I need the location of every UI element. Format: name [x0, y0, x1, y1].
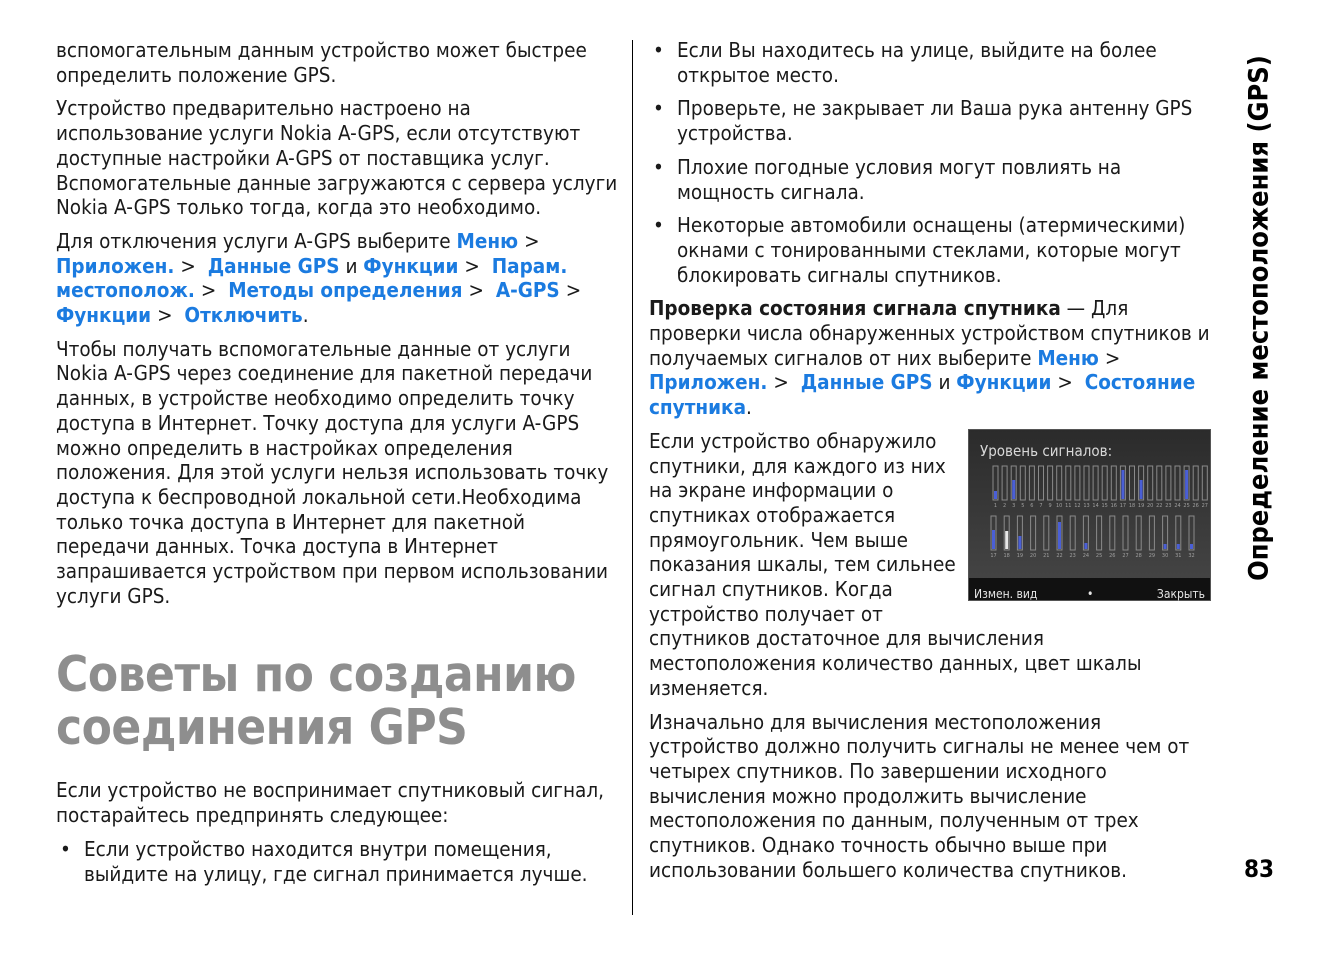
- path-separator: >: [773, 370, 789, 395]
- conjunction: и: [938, 370, 951, 395]
- satellite-id-label: 28: [1135, 552, 1142, 559]
- satellite-id-label: 25: [1183, 502, 1190, 509]
- satellite-id-label: 24: [1174, 502, 1181, 509]
- signal-bar-fill: [1190, 544, 1193, 549]
- right-column: [649, 38, 1211, 892]
- text: Для проверки числа обнаруженных устройством спутников и получаемых сигналов от них выберите: [649, 296, 1210, 370]
- signal-bars: [969, 430, 1210, 578]
- signal-bar-frame: [1123, 516, 1128, 550]
- signal-bar-frame: [1044, 516, 1049, 550]
- satellite-id-label: 16: [1110, 502, 1117, 509]
- signal-bar-frame: [1039, 466, 1044, 500]
- satellite-id-label: 20: [1147, 502, 1154, 509]
- softkey-dot: •: [1087, 586, 1094, 601]
- signal-bar-fill: [1140, 480, 1143, 499]
- list-item: • Если устройство находится внутри помещения, выйдите на улицу, где сигнал принимается лучше.: [56, 837, 618, 886]
- path-separator: >: [180, 253, 196, 278]
- signal-bar-frame: [1175, 466, 1180, 500]
- change-view-softkey[interactable]: Измен. вид: [974, 586, 1038, 601]
- satellite-id-label: 18: [1128, 502, 1136, 509]
- signal-bar-fill: [1018, 536, 1021, 549]
- paragraph: Чтобы получать вспомогательные данные от услуги Nokia A-GPS через соединение для пакетной передачи данных, в устройстве необходимо определить точку доступа в Интернет. Точку доступа для услуги A-GPS можно определить в настройках определения положения. Для этой услуги нельзя использовать точку доступа к беспроводной локальной сети.Необходима только точка доступа в Интернет для пакетной передачи данных. Точка доступа в Интернет запрашивается устройством при первом использовании услуги GPS.: [56, 336, 609, 608]
- satellite-id-label: 6: [1030, 502, 1034, 509]
- position-settings-link[interactable]: Парам. местополож.: [56, 253, 568, 303]
- column-divider: [632, 40, 633, 915]
- paragraph: Изначально для вычисления местоположения устройство должно получить сигналы не менее чем от четырех спутников. По завершении исходного вычисления можно продолжить вычисление местоположения по данным, полученным от трех спутников. Однако точность обычно выше при использовании большего количества спутников.: [649, 709, 1190, 882]
- satellite-id-label: 10: [1056, 502, 1063, 509]
- signal-bar-frame: [1070, 516, 1075, 550]
- signal-bar-fill: [1164, 544, 1167, 549]
- satellite-id-label: 30: [1161, 552, 1169, 559]
- positioning-methods-link[interactable]: Методы определения: [228, 278, 463, 303]
- satellite-id-label: 1: [993, 502, 998, 509]
- satellite-id-label: 24: [1082, 552, 1090, 559]
- chapter-title: Определение местоположения (GPS): [1243, 55, 1275, 581]
- signal-bar-frame: [1111, 466, 1116, 500]
- path-separator: >: [565, 278, 582, 303]
- gps-data-link[interactable]: Данные GPS: [207, 253, 340, 278]
- path-separator: >: [157, 303, 173, 328]
- satellite-id-label: 27: [1122, 552, 1129, 559]
- path-separator: >: [1104, 345, 1121, 370]
- signal-bar-frame: [1166, 466, 1171, 500]
- signal-bar-frame: [1031, 516, 1036, 550]
- satellite-status-link[interactable]: Состояние спутника: [649, 370, 1196, 420]
- signal-bar-frame: [1148, 466, 1153, 500]
- paragraph: Если устройство не воспринимает спутниковый сигнал, постарайтесь предпринять следующее:: [56, 778, 605, 828]
- path-separator: >: [524, 228, 540, 253]
- satellite-id-label: 31: [1175, 552, 1182, 559]
- signal-bar-frame: [1193, 466, 1198, 500]
- satellite-id-label: 19: [1016, 552, 1024, 559]
- signal-bar-frame: [1057, 466, 1062, 500]
- satellite-id-label: 7: [1039, 502, 1043, 509]
- signal-bar-frame: [1102, 466, 1107, 500]
- satellite-status-path: [649, 296, 1211, 420]
- section-heading: Советы по созданию соединения GPS: [56, 646, 576, 757]
- menu-link[interactable]: Меню: [1037, 345, 1099, 370]
- signal-bar-fill: [1005, 531, 1008, 549]
- signal-bar-fill: [1121, 470, 1124, 499]
- signal-bar-frame: [1075, 466, 1080, 500]
- gps-data-link[interactable]: Данные GPS: [800, 370, 933, 395]
- satellite-id-label: 20: [1029, 552, 1037, 559]
- satellite-id-label: 25: [1095, 552, 1103, 559]
- period: .: [746, 395, 752, 420]
- satellite-id-label: 2: [1003, 502, 1007, 509]
- satellite-id-label: 26: [1192, 502, 1199, 509]
- satellite-id-label: 23: [1069, 552, 1076, 559]
- satellite-id-label: 14: [1092, 502, 1099, 509]
- satellite-id-label: 18: [1003, 552, 1010, 559]
- functions-link[interactable]: Функции: [56, 303, 152, 328]
- functions-link[interactable]: Функции: [956, 370, 1052, 395]
- disable-link[interactable]: Отключить: [184, 303, 303, 328]
- signal-bar-frame: [1130, 466, 1135, 500]
- signal-bar-fill: [1012, 480, 1015, 499]
- satellite-id-label: 5: [1021, 502, 1025, 509]
- satellite-id-label: 15: [1101, 502, 1108, 509]
- list-item: • Проверьте, не закрывает ли Ваша рука антенну GPS устройства.: [649, 96, 1211, 145]
- dash: —: [1066, 296, 1086, 321]
- signal-bar-fill: [994, 491, 997, 499]
- paragraph: Устройство предварительно настроено на использование услуги Nokia A-GPS, если отсутствуют доступные настройки A-GPS от поставщика услуг. Вспомогательные данные загружаются с сервера услуги Nokia A-GPS только тогда, когда это необходимо.: [56, 96, 618, 220]
- satellite-id-label: 22: [1056, 552, 1063, 559]
- path-separator: >: [468, 278, 484, 303]
- signal-bar-frame: [1066, 466, 1071, 500]
- signal-bar-frame: [1084, 466, 1089, 500]
- signal-strength-screenshot: [968, 429, 1211, 601]
- left-column: [56, 38, 618, 895]
- agps-disable-path: [56, 229, 618, 328]
- page-number: 83: [1244, 855, 1275, 883]
- menu-link[interactable]: Меню: [456, 228, 519, 253]
- paragraph-with-figure: [649, 429, 1211, 701]
- path-separator: >: [1057, 370, 1073, 395]
- signal-bar-frame: [1029, 466, 1034, 500]
- satellite-id-label: 21: [1043, 552, 1050, 559]
- subheading: Проверка состояния сигнала спутника: [649, 296, 1061, 321]
- satellite-id-label: 13: [1083, 502, 1090, 509]
- tips-list: [649, 38, 1211, 287]
- signal-bar-frame: [1157, 466, 1162, 500]
- satellite-id-label: 32: [1188, 552, 1195, 559]
- agps-link[interactable]: A-GPS: [495, 278, 560, 303]
- text: Для отключения услуги A-GPS выберите: [56, 228, 451, 253]
- path-separator: >: [200, 278, 217, 303]
- signal-bar-frame: [1097, 516, 1102, 550]
- signal-bar-frame: [1136, 516, 1141, 550]
- signal-bar-frame: [1093, 466, 1098, 500]
- conjunction: и: [345, 253, 358, 278]
- satellite-id-label: 19: [1137, 502, 1145, 509]
- paragraph: вспомогательным данным устройство может быстрее определить положение GPS.: [56, 38, 587, 87]
- applications-link[interactable]: Приложен.: [56, 253, 175, 278]
- functions-link[interactable]: Функции: [363, 253, 459, 278]
- satellite-id-label: 23: [1165, 502, 1172, 509]
- satellite-id-label: 3: [1012, 502, 1016, 509]
- signal-bar-fill: [1177, 544, 1180, 549]
- signal-bar-fill: [1084, 543, 1087, 549]
- satellite-id-label: 27: [1201, 502, 1208, 509]
- satellite-id-label: 29: [1148, 552, 1156, 559]
- signal-bar-frame: [1110, 516, 1115, 550]
- satellite-id-label: 9: [1048, 502, 1052, 509]
- satellite-id-label: 11: [1065, 502, 1072, 509]
- list-item: • Некоторые автомобили оснащены (атермическими) окнами с тонированными стеклами, которые могут блокировать сигналы спутников.: [649, 213, 1211, 287]
- path-separator: >: [464, 253, 480, 278]
- screen-title: Уровень сигналов:: [980, 441, 1113, 460]
- signal-bar-fill: [1058, 522, 1061, 549]
- signal-bar-frame: [1002, 466, 1007, 500]
- satellite-id-label: 26: [1109, 552, 1116, 559]
- signal-bar-fill: [1185, 470, 1188, 499]
- softkey-bar: [969, 578, 1210, 600]
- satellite-id-label: 12: [1074, 502, 1081, 509]
- signal-bar-frame: [1048, 466, 1053, 500]
- signal-bar-fill: [992, 530, 995, 549]
- list-item: • Плохие погодные условия могут повлиять на мощность сигнала.: [649, 155, 1211, 204]
- list-item: • Если Вы находитесь на улице, выйдите на более открытое место.: [649, 38, 1211, 87]
- period: .: [302, 303, 309, 328]
- satellite-id-label: 17: [990, 552, 997, 559]
- applications-link[interactable]: Приложен.: [649, 370, 768, 395]
- close-softkey[interactable]: Закрыть: [1156, 586, 1205, 601]
- satellite-id-label: 22: [1156, 502, 1163, 509]
- signal-bar-frame: [1149, 516, 1154, 550]
- tips-list: [56, 837, 618, 886]
- signal-bar-frame: [1202, 466, 1207, 500]
- text: Если устройство обнаружило спутники, для каждого из них на экране информации о спутниках отображается прямоугольник. Чем выше показания шкалы, тем сильнее сигнал спутников. Когда устройство получает от спутников достаточное для вычисления местоположения количество данных, цвет шкалы изменяется.: [649, 428, 1142, 700]
- satellite-id-label: 17: [1119, 502, 1127, 509]
- signal-bar-frame: [1020, 466, 1025, 500]
